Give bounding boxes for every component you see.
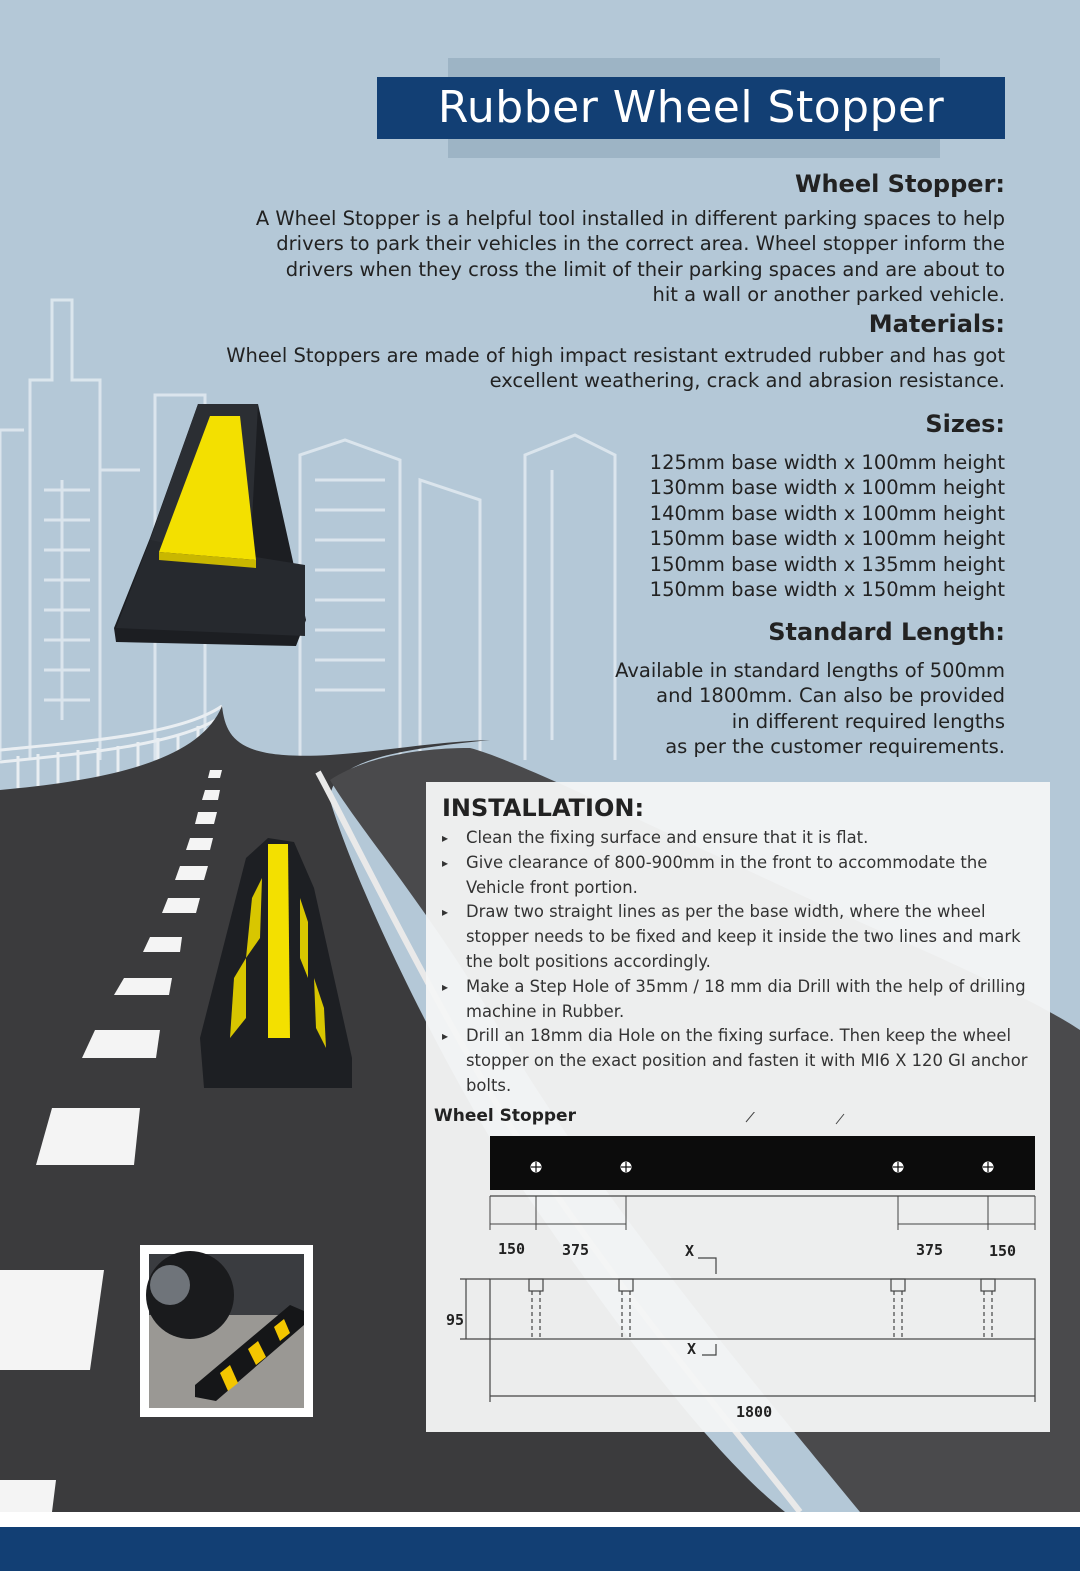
standard-length-heading: Standard Length:: [768, 618, 1005, 646]
materials-heading: Materials:: [868, 310, 1005, 338]
stopper-top-view: [490, 1136, 1035, 1190]
section-mark-bottom: X: [687, 1340, 697, 1358]
wheel-stopper-description: [256, 206, 1005, 308]
size-item: 150mm base width x 150mm height: [649, 578, 1005, 602]
dim-left-spacing: 375: [562, 1241, 590, 1259]
product-image-stopper: [110, 400, 310, 655]
size-item: 150mm base width x 100mm height: [649, 527, 1005, 551]
size-item: 150mm base width x 135mm height: [649, 552, 1005, 576]
wheel-stopper-line: A Wheel Stopper is a helpful tool installed in different parking spaces to help: [255, 207, 1005, 230]
section-mark-top: X: [685, 1242, 695, 1260]
materials-description: [226, 343, 1005, 394]
installation-heading: INSTALLATION:: [442, 794, 645, 822]
diagram-title: Wheel Stopper: [434, 1106, 576, 1126]
installation-step: ▸ Clean the fixing surface and ensure that it is flat.: [442, 826, 1042, 851]
standard-length-description: [615, 658, 1005, 760]
standard-length-line: Available in standard lengths of 500mm: [615, 659, 1005, 682]
installation-step: ▸ Draw two straight lines as per the base width, where the wheel stopper needs to be fixed and keep it inside the two lines and mark the bolt positions accordingly.: [442, 900, 1042, 974]
standard-length-line: and 1800mm. Can also be provided: [656, 684, 1005, 708]
sizes-list: [650, 450, 1005, 602]
product-photo-tire: [140, 1245, 313, 1417]
materials-line: Wheel Stoppers are made of high impact resistant extruded rubber and has got: [226, 344, 1005, 367]
standard-length-line: as per the customer requirements.: [665, 735, 1005, 759]
wheel-stopper-line: drivers to park their vehicles in the correct area. Wheel stopper inform the: [276, 232, 1005, 256]
product-image-stopper-striped: [196, 838, 356, 1093]
installation-step: ▸ Drill an 18mm dia Hole on the fixing surface. Then keep the wheel stopper on the exact position and fasten it with MI6 X 120 GI anchor bolts.: [442, 1024, 1042, 1098]
installation-steps: [442, 826, 1042, 1099]
stopper-side-view: [460, 1279, 1035, 1402]
installation-panel: [426, 782, 1050, 1432]
dim-left-edge: 150: [498, 1240, 526, 1258]
dim-right-edge: 150: [989, 1242, 1017, 1260]
footer-bar: [0, 1527, 1080, 1571]
size-item: 140mm base width x 100mm height: [649, 501, 1005, 525]
size-item: 125mm base width x 100mm height: [649, 451, 1005, 474]
sizes-heading: Sizes:: [925, 410, 1005, 438]
dim-height: 95: [446, 1311, 465, 1329]
wheel-stopper-line: hit a wall or another parked vehicle.: [652, 283, 1005, 307]
installation-step: ▸ Make a Step Hole of 35mm / 18 mm dia Drill with the help of drilling machine in Rubber.: [442, 975, 1042, 1025]
materials-line: excellent weathering, crack and abrasion resistance.: [489, 369, 1005, 393]
wheel-stopper-heading: Wheel Stopper:: [794, 170, 1005, 198]
technical-drawing: [426, 1112, 1050, 1422]
installation-step: ▸ Give clearance of 800-900mm in the front to accommodate the Vehicle front portion.: [442, 851, 1042, 901]
dim-right-spacing: 375: [916, 1241, 944, 1259]
standard-length-line: in different required lengths: [731, 709, 1005, 733]
page-title: Rubber Wheel Stopper: [377, 77, 1005, 139]
dim-length: 1800: [736, 1403, 773, 1421]
size-item: 130mm base width x 100mm height: [649, 476, 1005, 500]
wheel-stopper-line: drivers when they cross the limit of their parking spaces and are about to: [285, 257, 1005, 281]
